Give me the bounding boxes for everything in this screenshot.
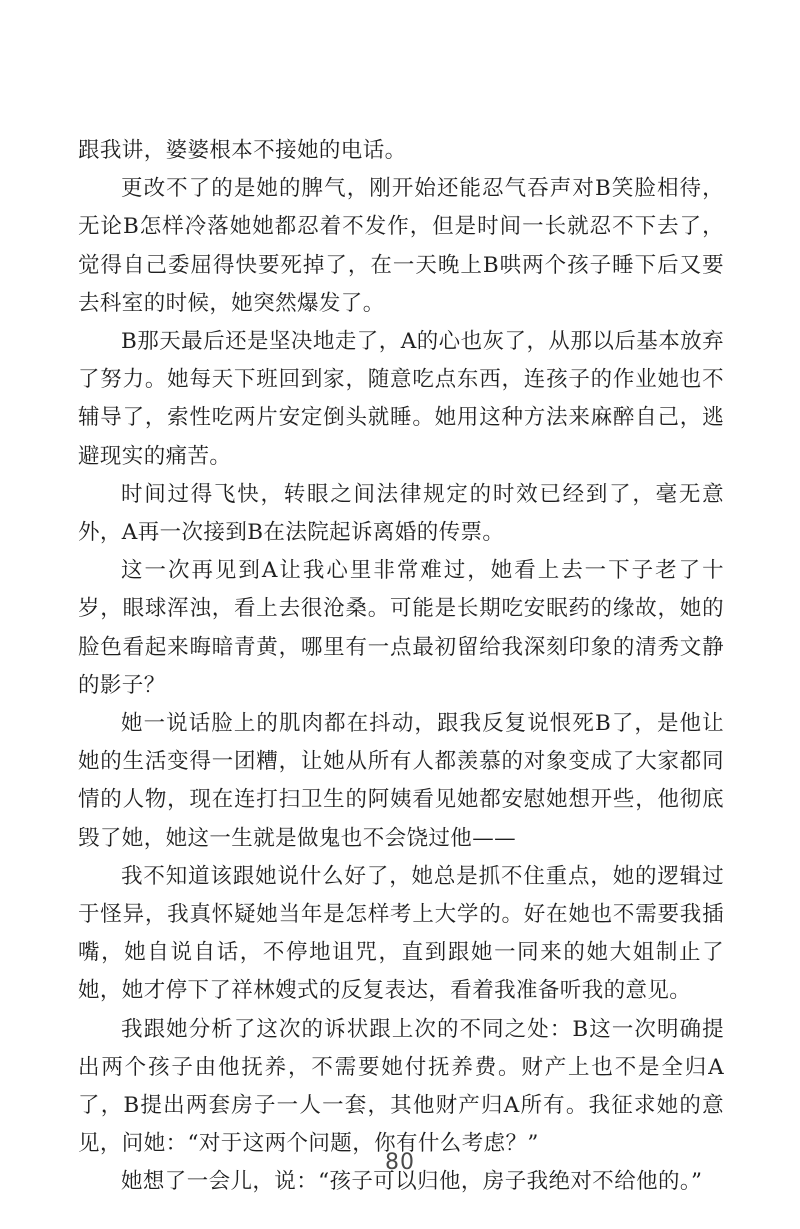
paragraph: 我跟她分析了这次的诉状跟上次的不同之处：B这一次明确提出两个孩子由他抚养，不需要她付抚养费。财产上也不是全归A了，B提出两套房子一人一套，其他财产归A所有。我征求她的意见，问她：“对于这两个问题，你有什么考虑？” [78,1016,724,1157]
paragraph-continued: 跟我讲，婆婆根本不接她的电话。 [78,138,407,163]
body-text [78,132,724,1202]
paragraph: 我不知道该跟她说什么好了，她总是抓不住重点，她的逻辑过于怪异，我真怀疑她当年是怎样考上大学的。好在她也不需要我插嘴，她自说自话，不停地诅咒，直到跟她一同来的她大姐制止了她，她才停下了祥林嫂式的反复表达，看着我准备听我的意见。 [78,863,724,1004]
paragraph: 时间过得飞快，转眼之间法律规定的时效已经到了，毫无意外，A再一次接到B在法院起诉离婚的传票。 [78,481,724,546]
paragraph: 这一次再见到A让我心里非常难过，她看上去一下子老了十岁，眼球浑浊，看上去很沧桑。可能是长期吃安眠药的缘故，她的脸色看起来晦暗青黄，哪里有一点最初留给我深刻印象的清秀文静的影子？ [78,558,724,698]
paragraph: 更改不了的是她的脾气，刚开始还能忍气吞声对B笑脸相待，无论B怎样冷落她她都忍着不发作，但是时间一长就忍不下去了，觉得自己委屈得快要死掉了，在一天晚上B哄两个孩子睡下后又要去科室的时候，她突然爆发了。 [78,176,724,316]
page-number: 80 [385,1150,415,1175]
paragraph: 她一说话脸上的肌肉都在抖动，跟我反复说恨死B了，是他让她的生活变得一团糟，让她从所有人都羡慕的对象变成了大家都同情的人物，现在连打扫卫生的阿姨看见她都安慰她想开些，他彻底毁了她，她这一生就是做鬼也不会饶过他—— [78,711,724,851]
paragraph: 她想了一会儿，说：“孩子可以归他，房子我绝对不给他的。” [121,1169,703,1195]
paragraph: B那天最后还是坚决地走了，A的心也灰了，从那以后基本放弃了努力。她每天下班回到家，随意吃点东西，连孩子的作业她也不辅导了，索性吃两片安定倒头就睡。她用这种方法来麻醉自己，逃避现实的痛苦。 [78,329,724,469]
